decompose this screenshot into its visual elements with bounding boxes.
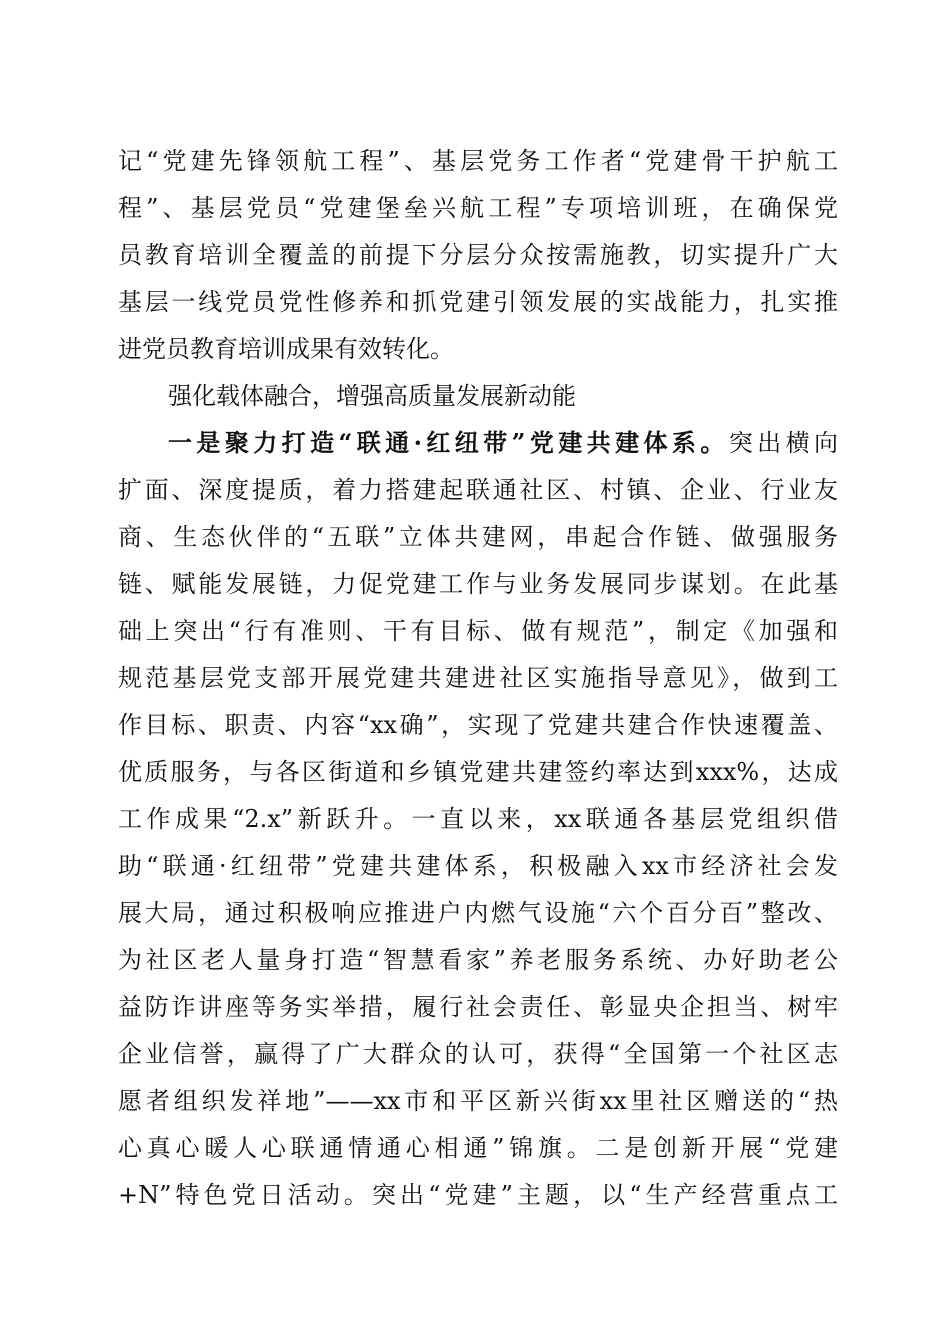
paragraph-2-line-15: 愿者组织发祥地”——xx市和平区新兴街xx里社区赠送的“热 (118, 1087, 838, 1115)
paragraph-1-line-5: 进党员教育培训成果有效转化。 (118, 335, 454, 363)
paragraph-1-line-2: 程”、基层党员“党建堡垒兴航工程”专项培训班，在确保党 (118, 194, 838, 222)
section-heading: 强化载体融合，增强高质量发展新动能 (168, 382, 576, 410)
paragraph-2-line-4: 链、赋能发展链，力促党建工作与业务发展同步谋划。在此基 (118, 570, 838, 598)
paragraph-2-line-16: 心真心暖人心联通情通心相通”锦旗。二是创新开展“党建 (118, 1134, 838, 1162)
paragraph-2-line-7: 作目标、职责、内容“xx确”，实现了党建共建合作快速覆盖、 (118, 711, 838, 739)
paragraph-2-line-5: 础上突出“行有准则、干有目标、做有规范”，制定《加强和 (118, 617, 838, 645)
paragraph-1-line-4: 基层一线党员党性修养和抓党建引领发展的实战能力，扎实推 (118, 288, 838, 316)
paragraph-2-line-2: 扩面、深度提质，着力搭建起联通社区、村镇、企业、行业友 (118, 476, 838, 504)
paragraph-2-line-9: 工作成果“2.x”新跃升。一直以来，xx联通各基层党组织借 (118, 805, 838, 833)
paragraph-2-line-3: 商、生态伙伴的“五联”立体共建网，串起合作链、做强服务 (118, 523, 838, 551)
paragraph-2-line-14: 企业信誉，赢得了广大群众的认可，获得“全国第一个社区志 (118, 1040, 838, 1068)
paragraph-1-line-3: 员教育培训全覆盖的前提下分层分众按需施教，切实提升广大 (118, 241, 838, 269)
paragraph-2-line-11: 展大局，通过积极响应推进户内燃气设施“六个百分百”整改、 (118, 899, 838, 927)
paragraph-1-line-1: 记“党建先锋领航工程”、基层党务工作者“党建骨干护航工 (118, 147, 838, 175)
paragraph-2-line-6: 规范基层党支部开展党建共建进社区实施指导意见》，做到工 (118, 664, 838, 692)
paragraph-2-line-1 (168, 428, 838, 458)
paragraph-2-bold-lead: 一是聚力打造“联通·红纽带”党建共建体系。 (168, 428, 729, 457)
paragraph-2-line-8: 优质服务，与各区街道和乡镇党建共建签约率达到xxx%，达成 (118, 758, 838, 786)
paragraph-2-line-12: 为社区老人量身打造“智慧看家”养老服务系统、办好助老公 (118, 946, 838, 974)
paragraph-2-line-10: 助“联通·红纽带”党建共建体系，积极融入xx市经济社会发 (118, 852, 838, 880)
paragraph-2-lead-rest: 突出横向 (728, 429, 839, 457)
paragraph-2-line-17: +N”特色党日活动。突出“党建”主题，以“生产经营重点工 (118, 1181, 838, 1209)
paragraph-2-line-13: 益防诈讲座等务实举措，履行社会责任、彰显央企担当、树牢 (118, 993, 838, 1021)
